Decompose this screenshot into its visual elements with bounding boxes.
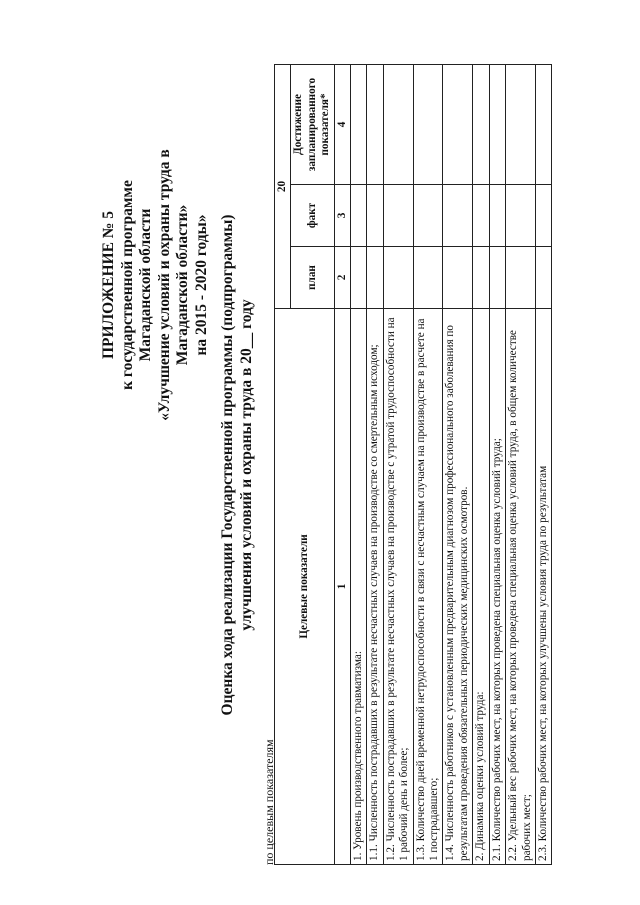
achievement-cell (351, 65, 367, 185)
indicators-table (274, 64, 552, 865)
table-row (443, 65, 473, 865)
table-row (413, 65, 443, 865)
table-row (367, 65, 383, 865)
indicators-column-header: Целевые показатели (275, 309, 335, 865)
fact-cell (383, 185, 413, 247)
table-row (351, 65, 367, 865)
indicator-cell: 2.3. Количество рабочих мест, на которых улучшены условия труда по результатам (535, 309, 551, 865)
fact-cell (351, 185, 367, 247)
appendix-line: Магаданской области (137, 208, 154, 362)
plan-cell (489, 247, 505, 309)
title-line-2: улучшения условий и охраны труда в 20__ году (238, 299, 255, 631)
indicator-cell: 1. Уровень производственного травматизма: (351, 309, 367, 865)
appendix-line: «Улучшение условий и охраны труда в (155, 149, 173, 421)
achievement-column-header: Достижение запланированного показателя* (291, 65, 334, 185)
rotated-content (90, 65, 590, 865)
fact-cell (506, 185, 536, 247)
achievement-cell (535, 65, 551, 185)
appendix-line: к государственной программе (118, 180, 136, 390)
achievement-cell (473, 65, 489, 185)
plan-cell (367, 247, 383, 309)
plan-cell (351, 247, 367, 309)
appendix-line: на 2015 - 2020 годы» (192, 214, 210, 356)
achievement-cell (413, 65, 443, 185)
achievement-cell (367, 65, 383, 185)
byline: по целевым показателям (262, 739, 276, 865)
column-number: 4 (334, 65, 350, 185)
plan-cell (506, 247, 536, 309)
plan-cell (413, 247, 443, 309)
appendix-number: ПРИЛОЖЕНИЕ № 5 (100, 211, 117, 359)
table-row (473, 65, 489, 865)
table-row (506, 65, 536, 865)
appendix-line: Магаданской области» (174, 204, 191, 366)
fact-column-header: факт (291, 185, 334, 247)
indicator-cell: 2.2. Удельный вес рабочих мест, на которых проведена специальная оценка условий труда, в общем количестве рабочих мест; (506, 309, 536, 865)
year-column-header: 20 (275, 65, 291, 309)
indicator-cell: 1.4. Численность работников с установленным предварительным диагнозом профессионального заболевания по результатам проведения обязательных периодических медицинских осмотров. (443, 309, 473, 865)
achievement-cell (489, 65, 505, 185)
fact-cell (489, 185, 505, 247)
column-number: 1 (334, 309, 350, 865)
plan-column-header: план (291, 247, 334, 309)
table-row (535, 65, 551, 865)
column-number: 3 (334, 185, 350, 247)
column-numbers-row (334, 65, 350, 865)
title-line-1: Оценка хода реализации Государственной программы (подпрограммы) (219, 214, 236, 716)
achievement-cell (506, 65, 536, 185)
appendix-header (100, 65, 211, 505)
achievement-cell (443, 65, 473, 185)
indicator-cell: 1.2. Численность пострадавших в результате несчастных случаев на производстве с утратой трудоспособности на 1 рабочий день и более; (383, 309, 413, 865)
fact-cell (535, 185, 551, 247)
achievement-cell (383, 65, 413, 185)
indicator-cell: 1.1. Численность пострадавших в результате несчастных случаев на производстве со смертельным исходом; (367, 309, 383, 865)
indicator-cell: 2. Динамика оценки условий труда: (473, 309, 489, 865)
indicator-cell: 1.3. Количество дней временной нетрудоспособности в связи с несчастным случаем на производстве в расчете на 1 пострадавшего; (413, 309, 443, 865)
plan-cell (383, 247, 413, 309)
header-row-1 (275, 65, 291, 865)
plan-cell (535, 247, 551, 309)
fact-cell (413, 185, 443, 247)
plan-cell (443, 247, 473, 309)
column-number: 2 (334, 247, 350, 309)
table-row (383, 65, 413, 865)
fact-cell (473, 185, 489, 247)
document-title (218, 65, 256, 865)
indicator-cell: 2.1. Количество рабочих мест, на которых проведена специальная оценка условий труда; (489, 309, 505, 865)
plan-cell (473, 247, 489, 309)
fact-cell (443, 185, 473, 247)
fact-cell (367, 185, 383, 247)
table-row (489, 65, 505, 865)
